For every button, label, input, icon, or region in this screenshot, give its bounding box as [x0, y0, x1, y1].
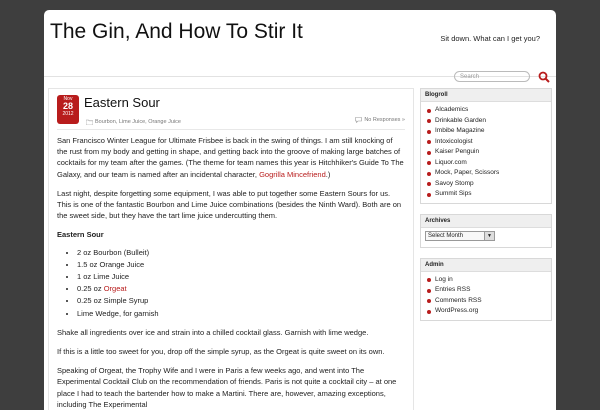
- list-item: • 2 oz Bourbon (Bulleit): [77, 247, 405, 258]
- main-content: [48, 88, 414, 410]
- site-title[interactable]: The Gin, And How To Stir It: [50, 20, 303, 43]
- blogroll-link[interactable]: Summit Sips: [425, 189, 547, 200]
- list-item: • 0.25 oz Simple Syrup: [77, 295, 405, 306]
- admin-link[interactable]: Log in: [425, 275, 547, 286]
- gogrilla-link[interactable]: Gogrilla Mincefriend: [259, 169, 326, 179]
- site-tagline: Sit down. What can I get you?: [440, 34, 540, 43]
- admin-link[interactable]: Comments RSS: [425, 296, 547, 307]
- post-body: [57, 135, 405, 410]
- search-icon[interactable]: [538, 71, 550, 83]
- blogroll-link[interactable]: Savoy Stomp: [425, 179, 547, 190]
- blogroll-link[interactable]: Liquor.com: [425, 158, 547, 169]
- folder-icon: [86, 119, 93, 125]
- archives-dropdown[interactable]: [425, 231, 495, 241]
- orgeat-link[interactable]: Orgeat: [103, 284, 127, 294]
- recipe-heading: Eastern Sour: [57, 230, 104, 240]
- list-item: • Lime Wedge, for garnish: [77, 308, 405, 319]
- chevron-down-icon[interactable]: ▼: [484, 232, 494, 240]
- post-paragraph-4: If this is a little too sweet for you, drop off the simple syrup, as the Orgeat is quite sweet on its own.: [57, 347, 385, 357]
- comment-icon: [355, 117, 362, 123]
- search-input[interactable]: Search: [454, 71, 530, 82]
- site-header: [44, 10, 556, 77]
- blogroll-link[interactable]: Kaiser Penguin: [425, 147, 547, 158]
- blogroll-link[interactable]: Drinkable Garden: [425, 116, 547, 127]
- blogroll-link[interactable]: Imbibe Magazine: [425, 126, 547, 137]
- post-paragraph-5: Speaking of Orgeat, the Trophy Wife and I were in Paris a few weeks ago, and went into The Experimental Cocktail Club on the recommendation of friends. Paris is not quite a cocktail city – at one place I had to teach the bartender how to make a Martini. There are, however, amazing exceptions, including The Experimental: [57, 366, 397, 409]
- page: [44, 10, 556, 410]
- post-title[interactable]: Eastern Sour: [84, 95, 160, 110]
- date-month: Nov: [63, 96, 73, 102]
- post-paragraph-3: Shake all ingredients over ice and strain into a chilled cocktail glass. Garnish with lime wedge.: [57, 327, 369, 337]
- comments-link[interactable]: No Responses »: [364, 117, 405, 123]
- post-tags: [86, 119, 181, 125]
- post-header: [57, 95, 405, 130]
- admin-link[interactable]: Entries RSS: [425, 285, 547, 296]
- blogroll-link[interactable]: Intoxicologist: [425, 137, 547, 148]
- list-item: • 1.5 oz Orange Juice: [77, 259, 405, 270]
- list-item: • 0.25 oz Orgeat: [77, 283, 405, 294]
- blogroll-link[interactable]: Alcademics: [425, 105, 547, 116]
- archives-widget: [420, 214, 552, 248]
- archives-title: Archives: [421, 215, 551, 228]
- admin-widget: [420, 258, 552, 321]
- list-item: • 1 oz Lime Juice: [77, 271, 405, 282]
- admin-title: Admin: [421, 259, 551, 272]
- archives-selected: Select Month: [428, 232, 464, 239]
- date-year: 2012: [62, 111, 74, 117]
- date-day: 28: [62, 101, 73, 111]
- post-comments[interactable]: [355, 117, 405, 123]
- blogroll-title: Blogroll: [421, 89, 551, 102]
- sidebar: [420, 88, 552, 331]
- admin-link[interactable]: WordPress.org: [425, 306, 547, 317]
- post-tags-text[interactable]: Bourbon, Lime Juice, Orange Juice: [95, 119, 181, 125]
- blogroll-link[interactable]: Mock, Paper, Scissors: [425, 168, 547, 179]
- ingredient-list: [57, 247, 405, 319]
- blogroll-widget: [420, 88, 552, 204]
- post-paragraph-1: San Francisco Winter League for Ultimate Frisbee is back in the swing of things. I am still knocking of the rust from my body and getting in shape, and getting back into the groove of making large batches of cocktails for my team after the games. (The theme for team names this year is Hitchhiker's Guide To The Galaxy, and our team is named after an incidental character, Gogrilla Mincefriend.): [57, 136, 404, 179]
- post-paragraph-2: Last night, despite forgetting some equipment, I was able to put together some Eastern Sours for us. This is one of the fantastic Bourbon and Lime Juice combinations (besides the Ninth Ward). Both are on the sweet side, but they have the tart lime juice undercutting them.: [57, 188, 402, 221]
- date-badge: [57, 95, 79, 124]
